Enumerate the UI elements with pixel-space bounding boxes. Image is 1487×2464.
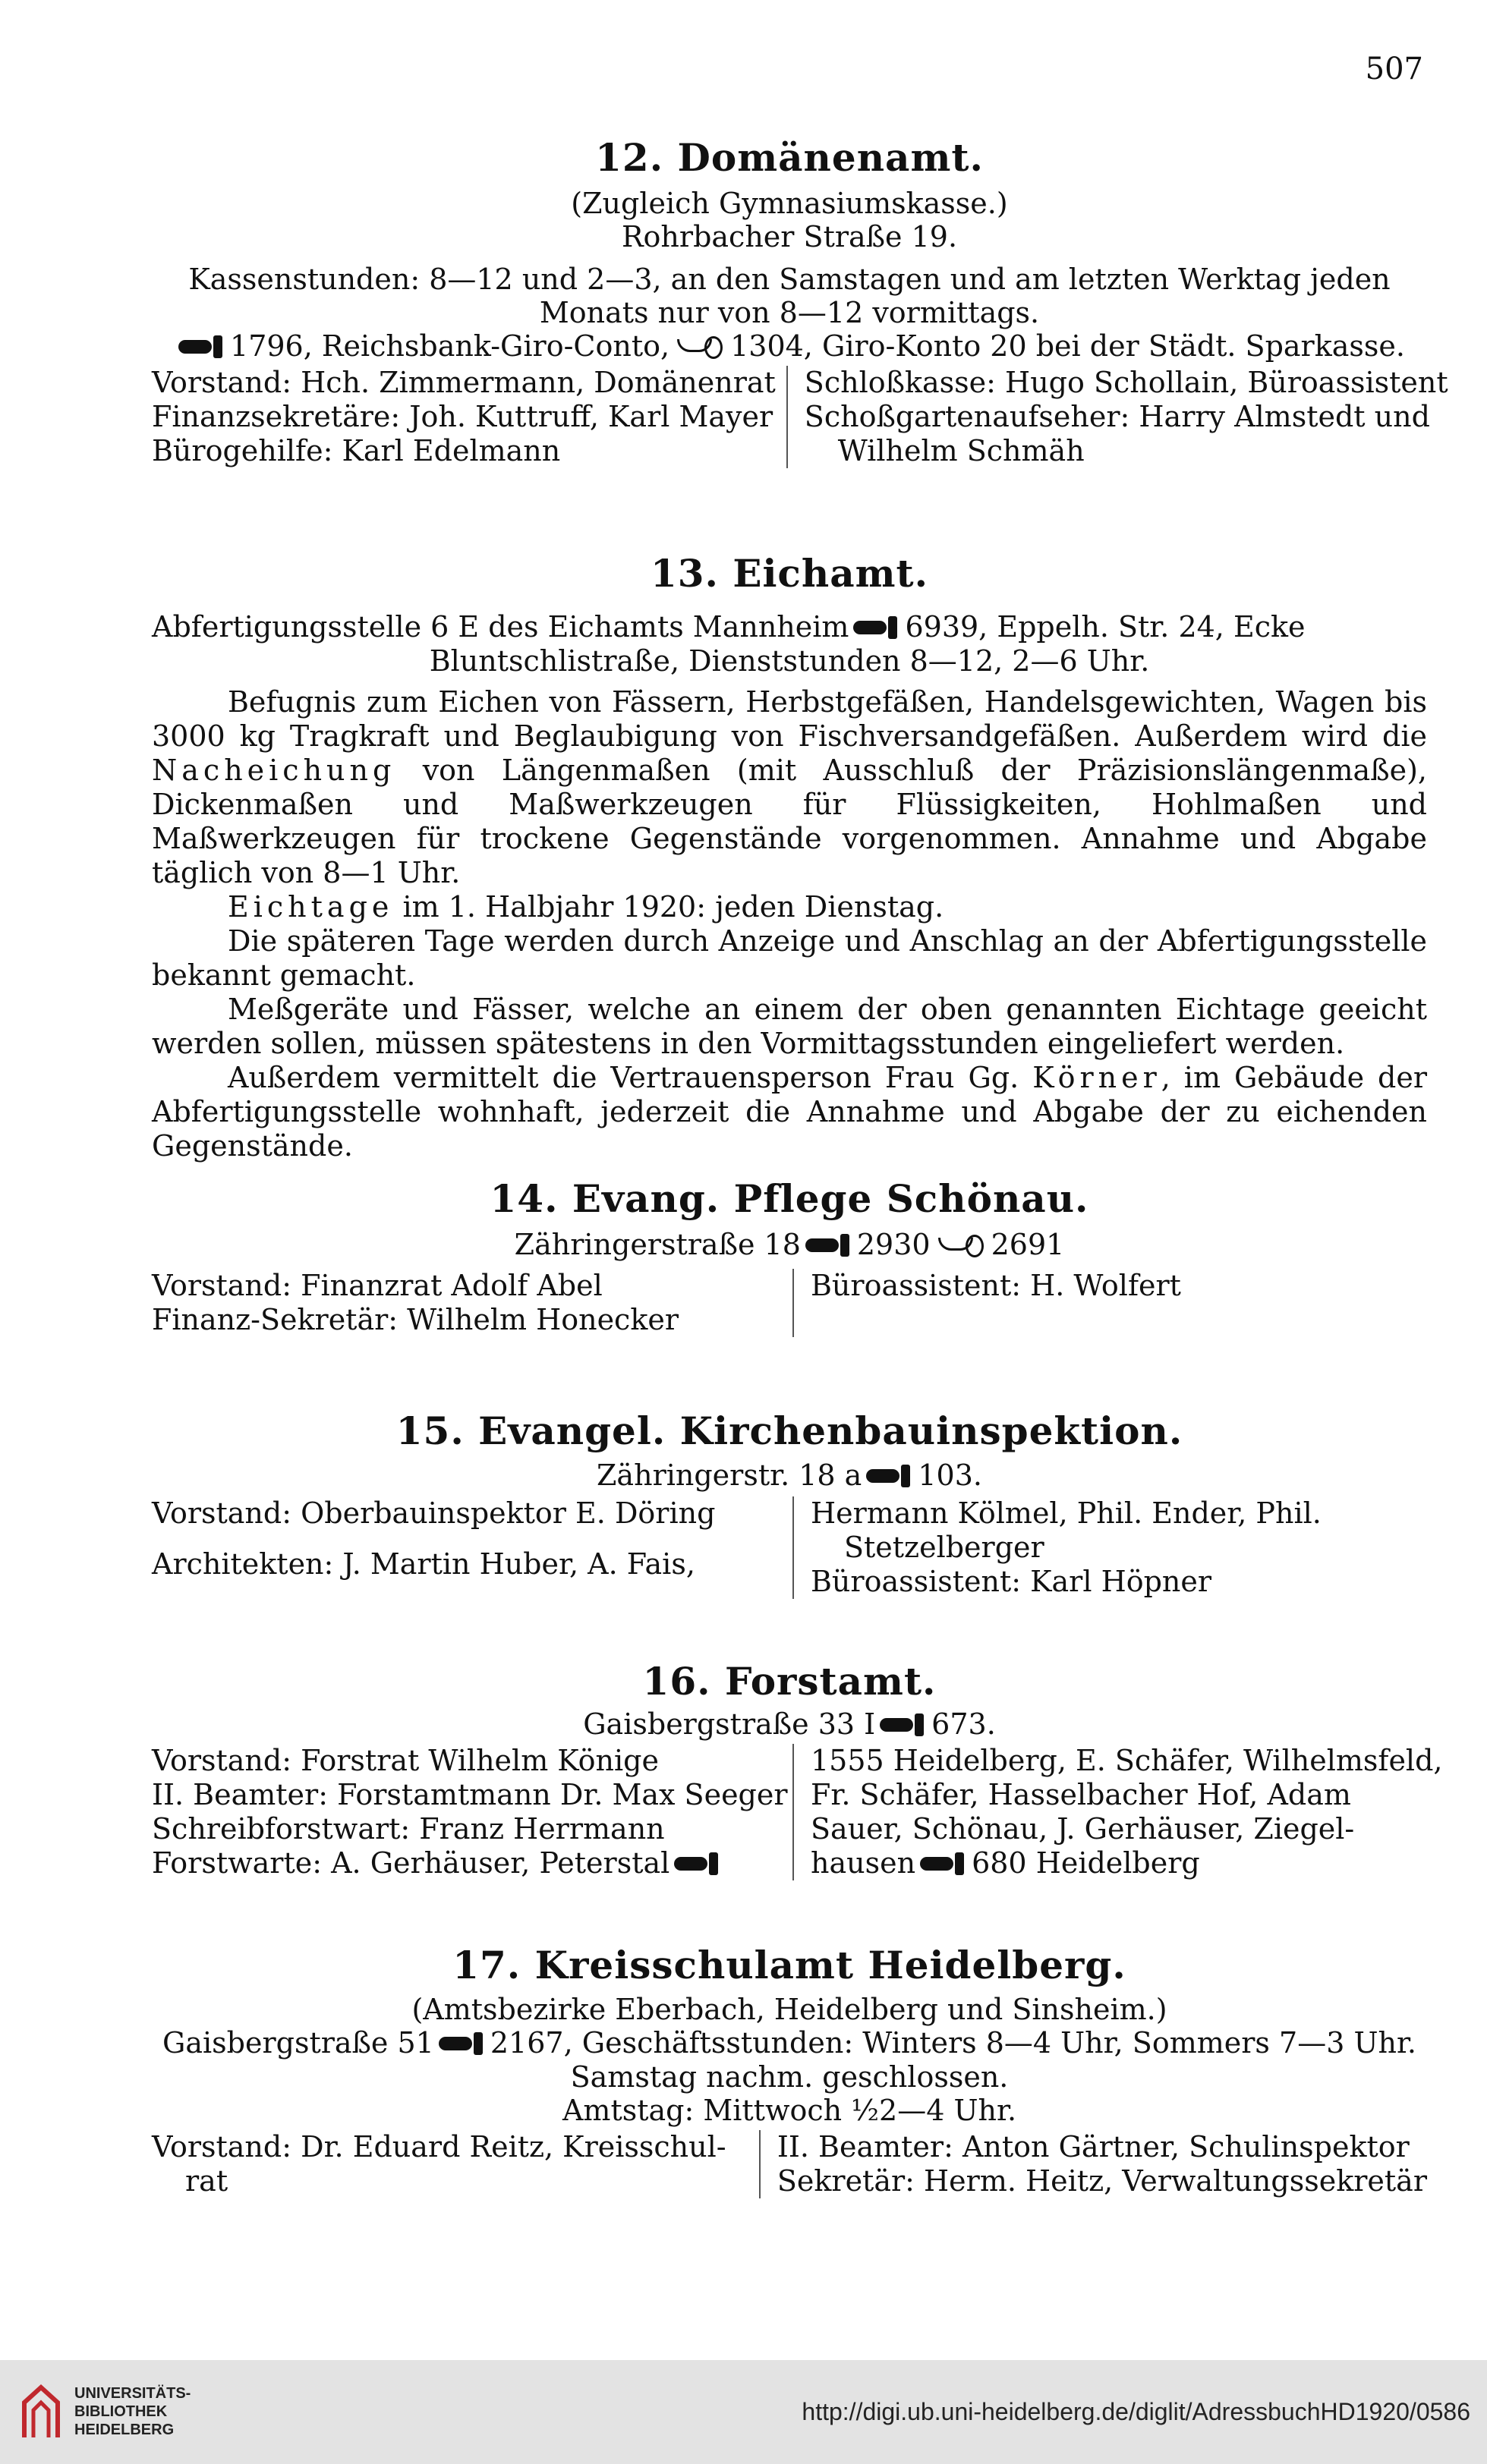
address-line <box>152 610 1427 644</box>
staff-entry: Schoßgartenaufseher: Harry Almstedt und <box>804 400 1430 433</box>
address-line <box>152 2026 1427 2060</box>
business-hours: 2167, Geschäftsstunden: Winters 8—4 Uhr, Sommers 7—3 Uhr. <box>490 2026 1417 2060</box>
staff-columns <box>152 1496 1427 1599</box>
section-title: 12. Domänenamt. <box>595 135 984 180</box>
library-name-line: UNIVERSITÄTS- <box>74 2385 191 2402</box>
phone-number: 673. <box>931 1707 996 1741</box>
saturday-note: Samstag nachm. geschlossen. <box>570 2060 1009 2094</box>
staff-entry: Hermann Kölmel, Phil. Ender, Phil. <box>811 1496 1322 1530</box>
section-title: 17. Kreisschulamt Heidelberg. <box>452 1943 1126 1987</box>
post-horn-icon <box>676 336 724 357</box>
staff-entry: Büroassistent: H. Wolfert <box>811 1269 1181 1302</box>
staff-left <box>152 1744 794 1880</box>
staff-left <box>152 1496 794 1599</box>
staff-entry: Bürogehilfe: Karl Edelmann <box>152 434 561 467</box>
staff-columns <box>152 366 1448 468</box>
address-text: Zähringerstraße 18 <box>514 1228 801 1261</box>
section-subtitle: (Zugleich Gymnasiumskasse.) <box>571 187 1008 220</box>
paragraph-text-cont: , im Gebäude der Abfertigungsstelle wohnhaft, jederzeit die Annahme und Abgabe der zu eichenden Gegenstände. <box>152 1061 1427 1163</box>
staff-right <box>788 366 1448 468</box>
staff-right <box>794 1496 1427 1599</box>
section-subtitle: (Amtsbezirke Eberbach, Heidelberg und Sinsheim.) <box>411 1993 1167 2026</box>
paragraph-text: im 1. Halbjahr 1920: jeden Dienstag. <box>402 890 944 924</box>
staff-columns <box>152 1744 1443 1880</box>
contact-line <box>152 329 1427 363</box>
telephone-icon <box>175 335 224 358</box>
section-kirchenbauinspektion <box>152 1408 1427 1599</box>
staff-left <box>152 1269 794 1337</box>
staff-entry: Finanz-Sekretär: Wilhelm Honecker <box>152 1303 679 1336</box>
staff-entry: Vorstand: Dr. Eduard Reitz, Kreisschul- <box>152 2130 726 2163</box>
spaced-term: Eichtage <box>228 890 394 924</box>
section-title: 14. Evang. Pflege Schönau. <box>490 1176 1089 1221</box>
page-number: 507 <box>1365 52 1423 87</box>
address-line <box>152 1707 1427 1741</box>
paragraph: Die späteren Tage werden durch Anzeige und Anschlag an der Abfertigungsstelle bekannt gemacht. <box>152 924 1427 992</box>
spaced-term: Nacheichung <box>152 754 396 787</box>
staff-entry <box>811 1846 1443 1880</box>
telephone-icon <box>802 1234 851 1257</box>
staff-entry: Architekten: J. Martin Huber, A. Fais, <box>152 1547 695 1581</box>
address-text: Zähringerstr. 18 a <box>597 1459 862 1492</box>
phone-text: 1796, Reichsbank-Giro-Conto, <box>230 329 670 363</box>
staff-entry: Sekretär: Herm. Heitz, Verwaltungssekretär <box>777 2164 1427 2198</box>
post-horn-icon <box>937 1235 985 1256</box>
section-eichamt <box>152 551 1427 1163</box>
staff-entry: 1555 Heidelberg, E. Schäfer, Wilhelmsfeld, <box>811 1744 1443 1777</box>
address-line <box>152 1459 1427 1492</box>
library-name-line: BIBLIOTHEK <box>74 2403 168 2420</box>
service-hours: Bluntschlistraße, Dienststunden 8—12, 2—6 Uhr. <box>429 644 1150 678</box>
tel-number: 2691 <box>991 1228 1065 1261</box>
section-address: Rohrbacher Straße 19. <box>621 220 958 253</box>
source-url-link[interactable]: http://digi.ub.uni-heidelberg.de/diglit/AdressbuchHD1920/0586 <box>802 2398 1470 2425</box>
telephone-icon <box>877 1713 925 1736</box>
staff-entry <box>152 1846 782 1880</box>
staff-entry: Fr. Schäfer, Hasselbacher Hof, Adam <box>811 1778 1351 1811</box>
paragraph-text-cont: von Längenmaßen (mit Ausschluß der Präzisionslängenmaße), Dickenmaßen und Maßwerkzeugen für Flüssigkeiten, Hohlmaßen und Maßwerkzeugen für trockene Gegenstände vorgenommen. Annahme und Abgabe täglich von 8—1 Uhr. <box>152 754 1427 889</box>
staff-entry: Stetzelberger <box>844 1531 1044 1564</box>
phone-number: 103. <box>918 1459 982 1492</box>
spaced-term: Körner <box>1032 1061 1161 1094</box>
staff-entry: Büroassistent: Karl Höpner <box>811 1565 1212 1598</box>
staff-entry: Vorstand: Forstrat Wilhelm Könige <box>152 1744 659 1777</box>
section-evang-pflege <box>152 1176 1427 1337</box>
staff-entry: II. Beamter: Forstamtmann Dr. Max Seeger <box>152 1778 788 1811</box>
address-text-cont: 6939, Eppelh. Str. 24, Ecke <box>905 610 1306 644</box>
staff-right <box>794 1744 1443 1880</box>
staff-right <box>794 1269 1427 1337</box>
paragraph: Meßgeräte und Fässer, welche an einem der oben genannten Eichtage geeicht werden sollen, müssen spätestens in den Vormittagsstunden eingeliefert werden. <box>152 993 1427 1060</box>
staff-entry: Finanzsekretäre: Joh. Kuttruff, Karl Mayer <box>152 400 773 433</box>
staff-entry: Schloßkasse: Hugo Schollain, Büroassistent <box>804 366 1448 399</box>
library-logo-icon <box>17 2380 65 2445</box>
office-hours-cont: Monats nur von 8—12 vormittags. <box>539 296 1040 329</box>
office-hours: Kassenstunden: 8—12 und 2—3, an den Samstagen und am letzten Werktag jeden <box>188 263 1391 296</box>
address-text: Gaisbergstraße 51 <box>162 2026 434 2060</box>
telephone-icon <box>917 1852 966 1875</box>
staff-entry-text: Forstwarte: A. Gerhäuser, Peterstal <box>152 1846 670 1880</box>
telephone-icon <box>863 1465 912 1487</box>
section-kreisschulamt <box>152 1943 1427 2198</box>
paragraph-text: Außerdem vermittelt die Vertrauensperson Frau Gg. <box>228 1061 1019 1094</box>
staff-entry: Sauer, Schönau, J. Gerhäuser, Ziegel- <box>811 1812 1355 1846</box>
staff-entry: Vorstand: Oberbauinspektor E. Döring <box>152 1496 716 1530</box>
staff-left <box>152 366 788 468</box>
staff-columns <box>152 2130 1427 2198</box>
library-name-line: HEIDELBERG <box>74 2422 175 2438</box>
staff-entry-text: hausen <box>811 1846 916 1880</box>
section-forstamt <box>152 1659 1443 1880</box>
library-name <box>74 2384 191 2439</box>
section-title: 16. Forstamt. <box>642 1659 937 1704</box>
phone-number: 2930 <box>856 1228 931 1261</box>
staff-entry: Schreibforstwart: Franz Herrmann <box>152 1812 665 1846</box>
office-day: Amtstag: Mittwoch ½2—4 Uhr. <box>562 2094 1017 2127</box>
address-line <box>152 1228 1427 1261</box>
staff-entry: Wilhelm Schmäh <box>837 434 1085 467</box>
section-title: 13. Eichamt. <box>650 551 929 596</box>
address-text: Gaisbergstraße 33 I <box>583 1707 876 1741</box>
staff-entry: II. Beamter: Anton Gärtner, Schulinspektor <box>777 2130 1410 2163</box>
paragraph <box>152 685 1427 890</box>
telephone-icon <box>850 616 899 639</box>
staff-left <box>152 2130 761 2198</box>
staff-right <box>761 2130 1427 2198</box>
paragraph <box>152 1061 1427 1163</box>
telephone-icon <box>436 2032 484 2055</box>
telephone-icon <box>671 1852 720 1875</box>
library-footer <box>0 2360 1487 2464</box>
paragraph-text: Befugnis zum Eichen von Fässern, Herbstgefäßen, Handelsgewichten, Wagen bis 3000 kg Tragkraft und Beglaubigung von Fischversandgefäßen. Außerdem wird die <box>152 685 1427 753</box>
section-title: 15. Evangel. Kirchenbauinspektion. <box>395 1408 1183 1453</box>
staff-columns <box>152 1269 1427 1337</box>
staff-entry: Vorstand: Hch. Zimmermann, Domänenrat <box>152 366 776 399</box>
staff-entry: Vorstand: Finanzrat Adolf Abel <box>152 1269 603 1302</box>
giro-text: 1304, Giro-Konto 20 bei der Städt. Sparkasse. <box>730 329 1405 363</box>
address-text: Abfertigungsstelle 6 E des Eichamts Mannheim <box>152 610 849 644</box>
section-domaenenamt <box>152 135 1448 468</box>
staff-entry: rat <box>185 2164 228 2198</box>
staff-entry-text-cont: 680 Heidelberg <box>972 1846 1200 1880</box>
paragraph <box>152 890 1427 924</box>
